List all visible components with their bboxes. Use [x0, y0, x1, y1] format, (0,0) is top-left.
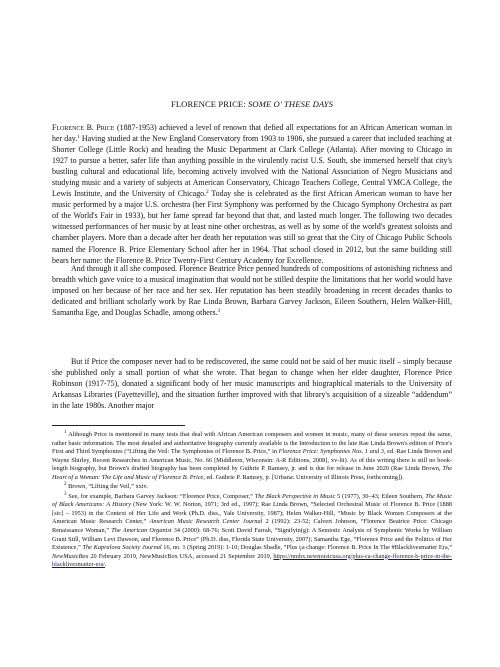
fn3-title-1: The Black Perspective in Music: [254, 492, 336, 500]
fn3-text-h: .: [105, 561, 107, 569]
footnotes: [52, 431, 452, 570]
fn3-text-c: (New York: W. W. Norton, 1971; 3rd ed., 1997); Rae Linda Brown, “Selected Orchestral Music of Florence B. Price (1888 [sic] – 1953) in the Context of Her Life and Work (Ph.D. diss., Yale University, 1987); Helen Walker-Hill, “Music by Black Women Composers at the American Music Research Center,”: [52, 501, 452, 526]
title-subtitle: SOME O' THESE DAYS: [248, 99, 334, 109]
footnote-2: [52, 483, 452, 492]
fn3-text-b: 5 (1977), 30–43; Eileen Southern,: [335, 492, 426, 500]
fn3-text-d: 2 (1992): 23-52; Calvert Johnson, “Florence Beatrice Price: Chicago Renaissance Woman,”: [52, 518, 452, 535]
fn1-title-1: Florence Price: Symphonies Nos. 1 and 3: [278, 448, 384, 456]
paragraph-2: [52, 263, 452, 318]
footnote-divider: [52, 425, 185, 426]
fn3-title-2: The Music of Black Americans: A History: [52, 492, 452, 509]
footnote-3-number: 3: [64, 491, 67, 497]
fn3-text-g: 20 February 2019, NewMusicBox USA, accessed 21 September 2019,: [88, 552, 274, 560]
page-title: [52, 99, 452, 109]
title-name: FLORENCE PRICE:: [170, 99, 248, 109]
footnote-ref-2[interactable]: 2: [206, 190, 209, 196]
lead-name: Florence B. Price: [52, 123, 115, 132]
fn3-title-6: NewMusicBox: [52, 552, 89, 560]
p1-text-a: (1887-1953) achieved a level of renown that defied all expectations for an African American woman in her day.: [52, 123, 452, 144]
footnote-1: [52, 431, 452, 482]
footnote-2-number: 2: [64, 482, 67, 488]
footnote-ref-1[interactable]: 1: [77, 135, 80, 141]
p1-text-b: Having studied at the New England Conservatory from 1903 to 1906, she pursued a career that included teaching at Shorter College (Little Rock) and heading the Music Department at Clark College (Atlanta). After moving to Chicago in 1927 to pursue a better, safer life than anything possible in the virulently racist U.S. South, she immersed herself that city's bustling cultural and educational life, becoming actively involved with the National Association of Negro Musicians and studying music and a variety of subjects at American Conservatory, Chicago Teachers College, Central YMCA College, the Lewis Institute, and the University of Chicago.: [52, 134, 452, 199]
fn3-text-f: 16, no. 1 (Spring 2019): 1-10; Douglas Shadle, “Plus ça change: Florence B. Price In The #Blacklivesmatter Era,”: [161, 544, 453, 552]
paragraph-3: [52, 356, 452, 411]
fn2-text: Brown, “Lifting the Veil,” xxiv.: [66, 483, 148, 491]
footnote-ref-3[interactable]: 3: [217, 309, 221, 315]
footnote-1-number: 1: [64, 430, 67, 435]
fn3-text-e: 34 (2000): 68-76; Scott David Farrah, “Signifyin(g): A Semiotic Analysis of Symphonic Works by William Grant Still, William Levi Dawson, and Florence B. Price” (Ph.D. diss, Florida State University, 2007); Samantha Ege, “Florence Price and the Politics of Her Existence,”: [52, 527, 452, 552]
p2-text: And through it all she composed. Florence Beatrice Price penned hundreds of compositions of astonishing richness and breadth which gave voice to a musical imagination that would not be stilled despite the limitations that her world would have imposed on her because of her race and her sex. Her reputation has been steadily broadening in recent decades thanks to dedicated and brilliant scholarly work by Rae Linda Brown, Barbara Garvey Jackson, Eileen Southern, Helen Walker-Hill, Samantha Ege, and Douglas Schadle, among others.: [52, 264, 452, 318]
newmusicbox-link[interactable]: https://nmbx.newmusicusa.org/plus-ca-change-florence-b-price-in-the-blacklivesmatter-era/: [52, 552, 452, 569]
fn3-text-a: See, for example, Barbara Garvey Jackson: “Florence Price, Composer,”: [66, 492, 255, 500]
fn3-title-5: The Kapralova Society Journal: [82, 544, 162, 552]
p3-text: But if Price the composer never had to be rediscovered, the same could not be said of her music itself – simply because she published only a small portion of what she wrote. That began to change when her elder daughter, Florence Price Robinson (1917-75), donated a significant body of her music manuscripts and biographical materials to the University of Arkansas Libraries (Fayetteville), and the situation further improved with that library's acquisition of a sizeable “addendum” in the late 1980s. Another major: [52, 357, 452, 411]
footnote-3: [52, 493, 452, 570]
fn1-text-c: , ed. Guthrie P. Ramsey, jr. [Urbana: University of Illinois Press, forthcoming]).: [203, 473, 404, 481]
fn3-title-3: American Music Research Center Journal: [149, 518, 263, 526]
fn1-text-b: , ed. Rae Linda Brown and Wayne Shirley, Recent Researches in American Music, No. 66 [Middleton, Wisconsin: A-R Editions, 2008], xv-lii). As of this writing there is still no book-length biography, but Brown's drafted biography has been completed by Guthrie P. Ramsey, jr. and is due for release in June 2020 (Rae Linda Brown,: [52, 448, 452, 473]
fn1-text-a: Although Price is mentioned in many tests that deal with African American composers and women in music, many of these sources repeat the same, rather basic information. The most detailed and authoritative biography currently available is the Introduction to the late Rae Linda Brown's edition of Price's First and Third Symphonies (“Lifting the Veil: The Symphonies of Florence B. Price,” in: [52, 431, 452, 456]
p1-text-c: Today she is celebrated as the first African American woman to have her music performed by a major U.S. orchestra (her First Symphony was performed by the Chicago Symphony Orchestra as part of the World's Fair in 1933), but her fame spread far beyond that that, and lasted much longer. The following two decades witnessed performances of her music by at least nine other orchestras, as well as by some of the world's greatest soloists and chamber players. More than a decade after her death her reputation was still so great that the City of Chicago Public Schools named the Florence B. Price Elementary School after her in 1964. That school closed in 2012, but the same building still bears her name: the Florence B. Price Twenty-First Century Academy for Excellence.: [52, 189, 452, 265]
fn3-title-4: The American Organist: [111, 527, 172, 535]
fn1-title-2: The Heart of a Woman: The Life and Music of Florence B. Price: [52, 465, 452, 481]
paragraph-1: [52, 122, 452, 266]
